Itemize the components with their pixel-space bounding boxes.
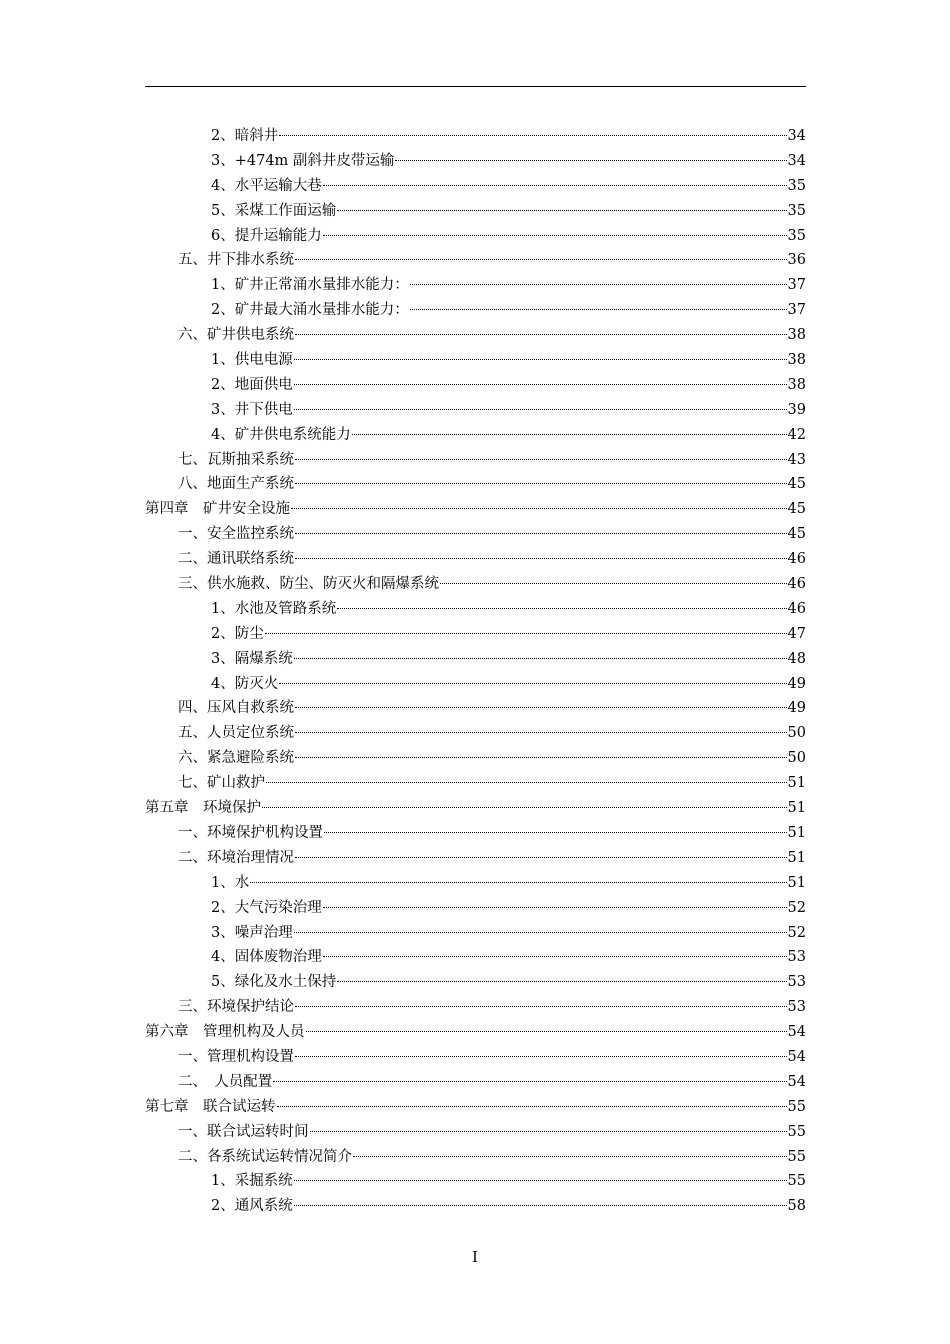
toc-entry[interactable] — [145, 771, 806, 796]
toc-entry-label: 4、矿井供电系统能力 — [211, 426, 351, 443]
toc-entry[interactable] — [145, 174, 806, 199]
toc-dot-leader — [353, 1156, 787, 1157]
toc-entry[interactable] — [145, 273, 806, 298]
toc-entry[interactable] — [145, 970, 806, 995]
toc-entry[interactable] — [145, 298, 806, 323]
toc-entry-page: 49 — [787, 675, 806, 692]
toc-dot-leader — [410, 309, 787, 310]
toc-entry-label: 2、暗斜井 — [211, 128, 279, 144]
toc-entry[interactable] — [145, 323, 806, 348]
toc-entry-label: 第四章 矿井安全设施 — [145, 501, 290, 518]
toc-entry-page: 38 — [787, 376, 806, 393]
toc-dot-leader — [294, 1205, 787, 1206]
toc-dot-leader — [279, 135, 786, 136]
toc-entry[interactable] — [145, 248, 806, 273]
toc-entry-page: 55 — [787, 1123, 806, 1140]
toc-entry-page: 55 — [787, 1098, 806, 1115]
toc-entry[interactable] — [145, 497, 806, 522]
toc-entry[interactable] — [145, 547, 806, 572]
toc-entry-page: 34 — [787, 128, 806, 144]
toc-entry-label: 6、提升运输能力 — [211, 227, 322, 244]
toc-entry-label: 一、安全监控系统 — [178, 526, 294, 543]
page-number: I — [472, 1248, 478, 1266]
toc-dot-leader — [291, 508, 787, 509]
header-rule — [145, 86, 806, 87]
toc-entry-label: 4、防灭火 — [211, 675, 279, 692]
toc-entry-page: 51 — [787, 775, 806, 792]
toc-entry-page: 35 — [787, 227, 806, 244]
toc-entry[interactable] — [145, 224, 806, 249]
toc-dot-leader — [323, 235, 787, 236]
toc-entry-page: 45 — [787, 501, 806, 518]
toc-entry[interactable] — [145, 1070, 806, 1095]
toc-entry-label: 三、供水施救、防尘、防灭火和隔爆系统 — [178, 576, 439, 593]
toc-dot-leader — [295, 558, 787, 559]
toc-dot-leader — [294, 932, 787, 933]
toc-entry-label: 3、+474m 副斜井皮带运输 — [211, 152, 395, 169]
toc-entry-label: 二、 人员配置 — [178, 1073, 273, 1090]
toc-entry-page: 42 — [787, 426, 806, 443]
toc-entry[interactable] — [145, 149, 806, 174]
toc-entry-page: 52 — [787, 924, 806, 941]
toc-entry[interactable] — [145, 373, 806, 398]
toc-entry[interactable] — [145, 746, 806, 771]
toc-entry[interactable] — [145, 522, 806, 547]
toc-entry-label: 五、井下排水系统 — [178, 252, 294, 269]
toc-entry[interactable] — [145, 124, 806, 149]
toc-entry-label: 一、联合试运转时间 — [178, 1123, 309, 1140]
toc-entry-label: 五、人员定位系统 — [178, 725, 294, 742]
toc-entry[interactable] — [145, 1020, 806, 1045]
toc-entry-label: 第六章 管理机构及人员 — [145, 1024, 305, 1041]
toc-entry[interactable] — [145, 672, 806, 697]
toc-entry[interactable] — [145, 1095, 806, 1120]
toc-entry[interactable] — [145, 1194, 806, 1219]
toc-dot-leader — [295, 459, 787, 460]
toc-dot-leader — [440, 583, 787, 584]
toc-dot-leader — [295, 707, 787, 708]
toc-entry[interactable] — [145, 896, 806, 921]
toc-dot-leader — [295, 259, 787, 260]
toc-entry-page: 43 — [787, 451, 806, 468]
toc-entry-label: 5、绿化及水土保持 — [211, 974, 337, 991]
toc-entry-label: 3、噪声治理 — [211, 924, 293, 941]
toc-entry-page: 53 — [787, 974, 806, 991]
toc-entry-label: 四、压风自救系统 — [178, 700, 294, 717]
toc-entry-page: 51 — [787, 800, 806, 817]
toc-entry-label: 5、采煤工作面运输 — [211, 202, 337, 219]
toc-entry-page: 55 — [787, 1148, 806, 1165]
toc-entry-label: 2、防尘 — [211, 625, 264, 642]
toc-dot-leader — [324, 832, 787, 833]
toc-entry-label: 2、地面供电 — [211, 376, 293, 393]
toc-dot-leader — [250, 882, 786, 883]
toc-entry-page: 54 — [787, 1048, 806, 1065]
toc-entry[interactable] — [145, 472, 806, 497]
toc-dot-leader — [279, 683, 786, 684]
toc-dot-leader — [273, 1081, 786, 1082]
toc-entry-label: 二、环境治理情况 — [178, 849, 294, 866]
toc-entry-page: 45 — [787, 526, 806, 543]
toc-dot-leader — [295, 757, 787, 758]
toc-entry-page: 34 — [787, 152, 806, 169]
toc-entry-label: 1、水池及管路系统 — [211, 600, 337, 617]
toc-entry-label: 2、通风系统 — [211, 1198, 293, 1215]
toc-entry[interactable] — [145, 871, 806, 896]
toc-entry-page: 50 — [787, 750, 806, 767]
toc-entry-label: 第五章 环境保护 — [145, 800, 261, 817]
toc-entry[interactable] — [145, 448, 806, 473]
toc-entry-page: 38 — [787, 352, 806, 369]
toc-entry[interactable] — [145, 572, 806, 597]
toc-entry-page: 35 — [787, 202, 806, 219]
toc-entry[interactable] — [145, 199, 806, 224]
toc-entry-label: 2、矿井最大涌水量排水能力： — [211, 302, 409, 319]
toc-entry-page: 37 — [787, 277, 806, 294]
toc-entry-label: 八、地面生产系统 — [178, 476, 294, 493]
toc-entry-page: 49 — [787, 700, 806, 717]
toc-dot-leader — [294, 658, 787, 659]
toc-dot-leader — [295, 334, 787, 335]
toc-dot-leader — [294, 409, 787, 410]
toc-entry-page: 58 — [787, 1198, 806, 1215]
toc-dot-leader — [295, 857, 787, 858]
toc-entry-label: 六、紧急避险系统 — [178, 750, 294, 767]
toc-entry[interactable] — [145, 597, 806, 622]
toc-entry-label: 1、采掘系统 — [211, 1173, 293, 1190]
toc-entry-page: 45 — [787, 476, 806, 493]
toc-entry[interactable] — [145, 1045, 806, 1070]
toc-dot-leader — [337, 210, 786, 211]
toc-dot-leader — [294, 384, 787, 385]
toc-entry[interactable] — [145, 398, 806, 423]
toc-entry-label: 1、矿井正常涌水量排水能力： — [211, 277, 409, 294]
toc-entry[interactable] — [145, 995, 806, 1020]
toc-entry[interactable] — [145, 622, 806, 647]
toc-entry-page: 48 — [787, 650, 806, 667]
toc-dot-leader — [262, 807, 787, 808]
toc-entry[interactable] — [145, 921, 806, 946]
toc-entry-page: 38 — [787, 327, 806, 344]
toc-entry-label: 七、瓦斯抽采系统 — [178, 451, 294, 468]
toc-entry-label: 一、管理机构设置 — [178, 1048, 294, 1065]
toc-entry-label: 七、矿山救护 — [178, 775, 265, 792]
toc-entry[interactable] — [145, 796, 806, 821]
toc-entry[interactable] — [145, 423, 806, 448]
toc-entry-page: 46 — [787, 600, 806, 617]
toc-entry-page: 46 — [787, 551, 806, 568]
toc-entry-page: 53 — [787, 949, 806, 966]
toc-entry-label: 一、环境保护机构设置 — [178, 824, 323, 841]
toc-dot-leader — [310, 1131, 787, 1132]
toc-entry-label: 1、供电电源 — [211, 352, 293, 369]
toc-entry[interactable] — [145, 846, 806, 871]
toc-entry-page: 53 — [787, 999, 806, 1016]
toc-entry[interactable] — [145, 1169, 806, 1194]
toc-dot-leader — [323, 185, 787, 186]
toc-entry[interactable] — [145, 348, 806, 373]
toc-entry-page: 47 — [787, 625, 806, 642]
toc-entry-page: 35 — [787, 177, 806, 194]
toc-dot-leader — [265, 633, 787, 634]
toc-dot-leader — [266, 782, 787, 783]
toc-entry-label: 4、水平运输大巷 — [211, 177, 322, 194]
toc-entry-page: 54 — [787, 1073, 806, 1090]
toc-entry-page: 36 — [787, 252, 806, 269]
toc-dot-leader — [295, 483, 787, 484]
toc-entry-page: 50 — [787, 725, 806, 742]
toc-entry-label: 二、各系统试运转情况简介 — [178, 1148, 352, 1165]
toc-dot-leader — [337, 981, 786, 982]
toc-entry-label: 2、大气污染治理 — [211, 899, 322, 916]
toc-entry[interactable] — [145, 721, 806, 746]
toc-dot-leader — [395, 160, 786, 161]
toc-dot-leader — [295, 533, 787, 534]
toc-dot-leader — [352, 434, 787, 435]
toc-dot-leader — [323, 956, 787, 957]
toc-entry[interactable] — [145, 1120, 806, 1145]
toc-entry[interactable] — [145, 821, 806, 846]
toc-dot-leader — [295, 1056, 787, 1057]
toc-entry[interactable] — [145, 647, 806, 672]
toc-dot-leader — [337, 608, 786, 609]
toc-entry-page: 55 — [787, 1173, 806, 1190]
toc-entry-label: 1、水 — [211, 874, 250, 891]
toc-dot-leader — [323, 907, 787, 908]
toc-entry-page: 51 — [787, 824, 806, 841]
toc-dot-leader — [294, 359, 787, 360]
table-of-contents — [145, 124, 806, 1219]
toc-entry-page: 54 — [787, 1024, 806, 1041]
toc-entry-label: 第七章 联合试运转 — [145, 1098, 276, 1115]
toc-entry-label: 六、矿井供电系统 — [178, 327, 294, 344]
toc-entry-page: 46 — [787, 576, 806, 593]
toc-dot-leader — [295, 1006, 787, 1007]
toc-entry-label: 三、环境保护结论 — [178, 999, 294, 1016]
toc-dot-leader — [294, 1180, 787, 1181]
toc-entry[interactable] — [145, 1145, 806, 1170]
toc-dot-leader — [295, 732, 787, 733]
toc-entry[interactable] — [145, 696, 806, 721]
toc-entry-page: 51 — [787, 874, 806, 891]
toc-dot-leader — [306, 1031, 787, 1032]
toc-entry-label: 4、固体废物治理 — [211, 949, 322, 966]
toc-dot-leader — [277, 1106, 787, 1107]
toc-entry-page: 39 — [787, 401, 806, 418]
toc-entry-label: 3、隔爆系统 — [211, 650, 293, 667]
toc-entry-page: 51 — [787, 849, 806, 866]
toc-entry-label: 3、井下供电 — [211, 401, 293, 418]
toc-dot-leader — [410, 284, 787, 285]
toc-entry-page: 37 — [787, 302, 806, 319]
toc-entry-label: 二、通讯联络系统 — [178, 551, 294, 568]
toc-entry-page: 52 — [787, 899, 806, 916]
toc-entry[interactable] — [145, 945, 806, 970]
